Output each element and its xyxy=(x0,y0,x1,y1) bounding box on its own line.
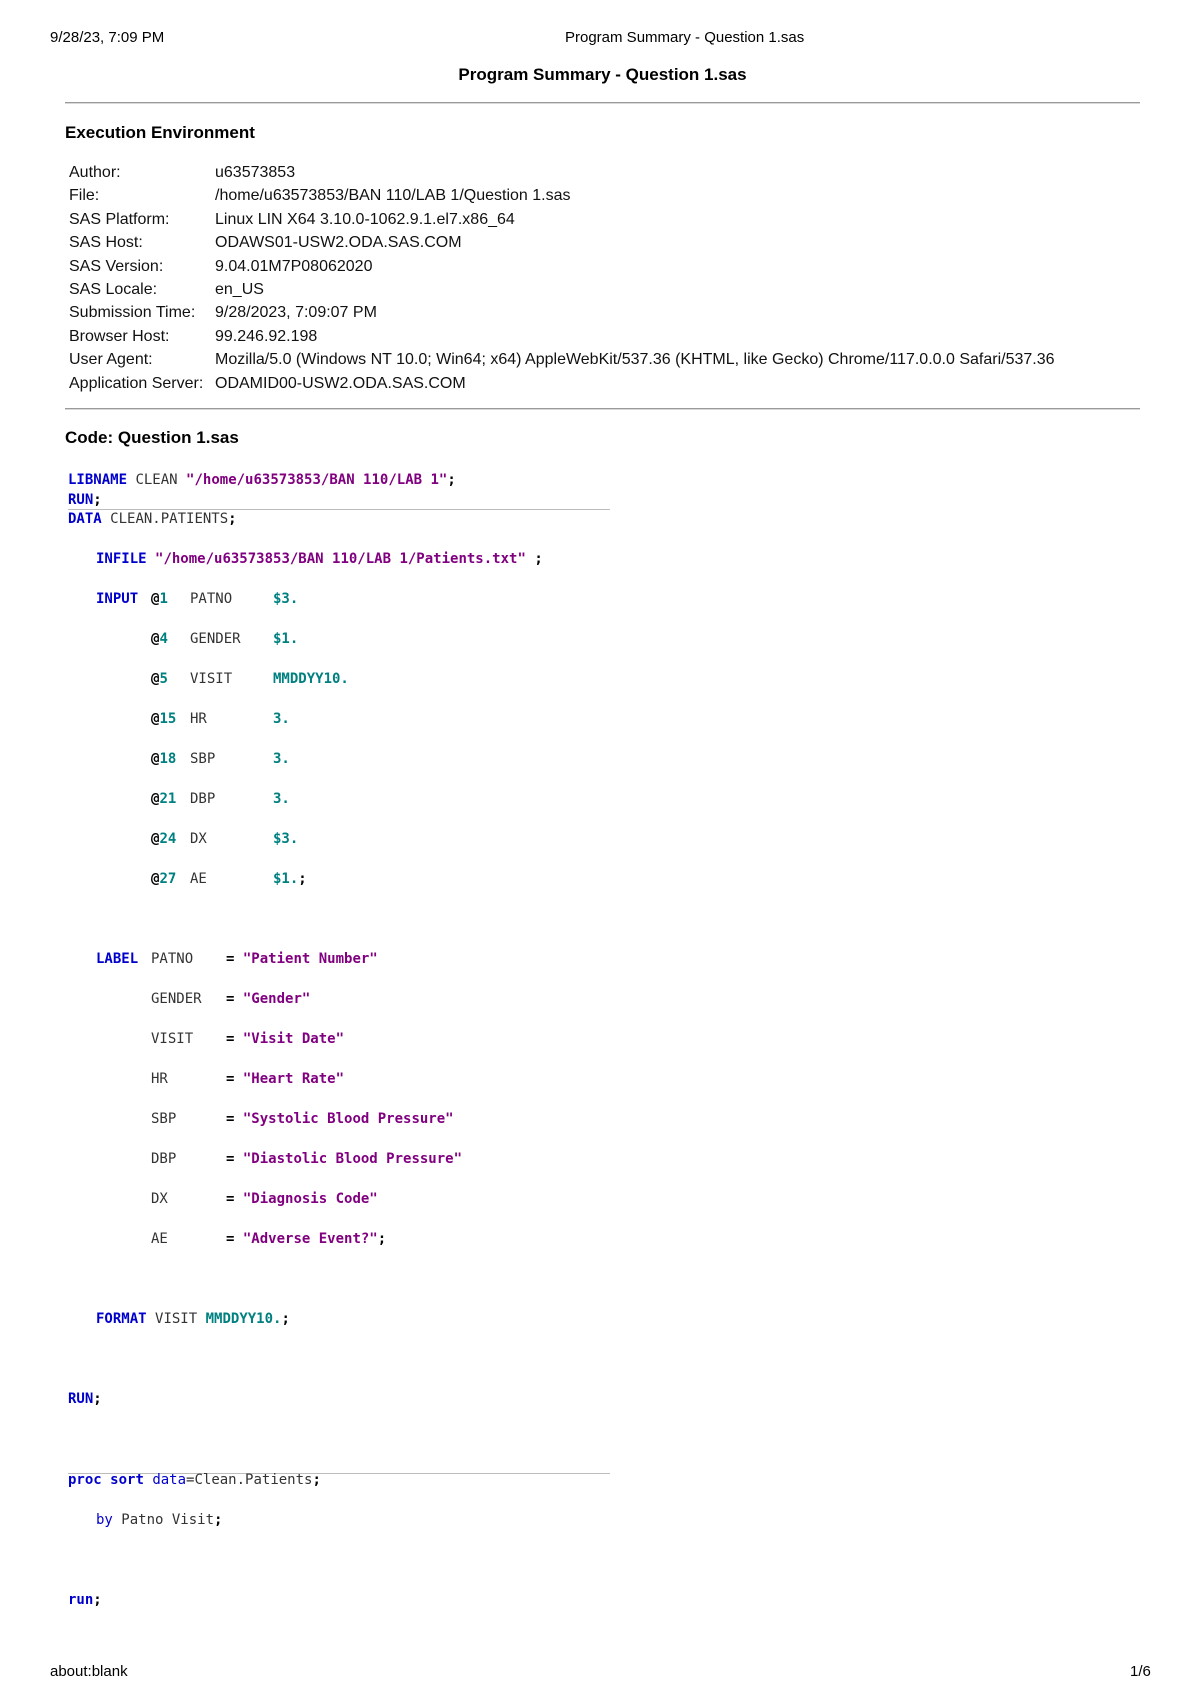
column-number: 21 xyxy=(159,791,177,807)
column-number: 18 xyxy=(159,751,177,767)
input-col xyxy=(151,789,176,809)
label-assign xyxy=(226,989,310,1009)
identifier: Clean.Patients xyxy=(194,1472,313,1488)
label-assign xyxy=(226,1229,386,1249)
env-value: Linux LIN X64 3.10.0-1062.9.1.el7.x86_64 xyxy=(215,210,515,228)
input-var: PATNO xyxy=(190,591,233,607)
env-row-app-server xyxy=(69,372,1055,395)
column-number: 1 xyxy=(159,591,168,607)
env-value: en_US xyxy=(215,281,264,299)
label-var: SBP xyxy=(151,1111,177,1127)
env-row-author xyxy=(69,161,1055,184)
print-footer-page: 1/6 xyxy=(1130,1663,1151,1680)
code-line-label-keyword xyxy=(96,949,138,969)
input-col xyxy=(151,629,168,649)
env-label: Application Server: xyxy=(69,374,204,392)
env-label: Browser Host: xyxy=(69,327,170,345)
label-assign xyxy=(226,1149,462,1169)
code-line-format xyxy=(96,1309,290,1329)
code-line-data xyxy=(68,509,237,529)
input-var: HR xyxy=(190,711,207,727)
env-row-platform xyxy=(69,208,1055,231)
at-sign: @ xyxy=(151,831,160,847)
input-format xyxy=(273,709,290,729)
input-format xyxy=(273,869,307,889)
env-row-browser-host xyxy=(69,325,1055,348)
env-row-version xyxy=(69,255,1055,278)
env-label: Submission Time: xyxy=(69,304,196,322)
keyword: RUN xyxy=(68,492,94,508)
identifier: CLEAN.PATIENTS xyxy=(110,511,229,527)
label-var: VISIT xyxy=(151,1031,194,1047)
label-assign xyxy=(226,1029,344,1049)
code-line-input-keyword xyxy=(96,589,138,609)
input-var: GENDER xyxy=(190,631,241,647)
label-var: GENDER xyxy=(151,991,202,1007)
input-format xyxy=(273,829,298,849)
punct: ; xyxy=(447,472,456,488)
env-value: 9.04.01M7P08062020 xyxy=(215,257,373,275)
punct: ; xyxy=(312,1472,321,1488)
format-spec: $3. xyxy=(273,831,299,847)
divider xyxy=(65,102,1140,104)
input-format xyxy=(273,589,298,609)
at-sign: @ xyxy=(151,791,160,807)
format-spec: $1. xyxy=(273,631,299,647)
column-number: 5 xyxy=(159,671,168,687)
print-footer-url: about:blank xyxy=(50,1663,128,1680)
identifier: VISIT xyxy=(155,1311,198,1327)
label-assign xyxy=(226,949,378,969)
punct: ; xyxy=(93,492,102,508)
input-col xyxy=(151,709,176,729)
format-spec: 3. xyxy=(273,711,290,727)
label-var: AE xyxy=(151,1231,168,1247)
identifier: CLEAN xyxy=(135,472,178,488)
label-var: DBP xyxy=(151,1151,177,1167)
env-row-user-agent xyxy=(69,348,1055,371)
environment-table xyxy=(69,161,1055,395)
env-label: SAS Platform: xyxy=(69,210,170,228)
keyword: RUN xyxy=(68,1391,94,1407)
column-number: 15 xyxy=(159,711,177,727)
format-spec: $1. xyxy=(273,871,299,887)
print-header-date: 9/28/23, 7:09 PM xyxy=(50,29,165,46)
identifier: Patno Visit xyxy=(121,1512,215,1528)
punct: ; xyxy=(214,1512,223,1528)
env-row-locale xyxy=(69,278,1055,301)
punct: ; xyxy=(281,1311,290,1327)
env-value: /home/u63573853/BAN 110/LAB 1/Question 1.sas xyxy=(215,187,571,205)
input-col xyxy=(151,669,168,689)
code-heading: Code: Question 1.sas xyxy=(65,428,239,447)
string-literal: "Visit Date" xyxy=(242,1031,345,1047)
punct: ; xyxy=(93,1592,102,1608)
input-col xyxy=(151,589,168,609)
print-header-title: Program Summary - Question 1.sas xyxy=(565,29,805,46)
code-line-run xyxy=(68,490,102,510)
label-assign xyxy=(226,1069,344,1089)
string-literal: "Diastolic Blood Pressure" xyxy=(242,1151,463,1167)
keyword: sort xyxy=(110,1472,144,1488)
env-value: Mozilla/5.0 (Windows NT 10.0; Win64; x64) AppleWebKit/537.36 (KHTML, like Gecko) Chrome/117.0.0.0 Safari/537.36 xyxy=(215,351,1055,369)
at-sign: @ xyxy=(151,671,160,687)
code-line-run xyxy=(68,1590,102,1610)
keyword: INPUT xyxy=(96,591,139,607)
column-number: 4 xyxy=(159,631,168,647)
input-var: AE xyxy=(190,871,207,887)
code-line-proc-sort xyxy=(68,1470,321,1490)
input-var: VISIT xyxy=(190,671,233,687)
execution-environment-heading: Execution Environment xyxy=(65,123,255,142)
input-var: DBP xyxy=(190,791,216,807)
keyword: by xyxy=(96,1512,113,1528)
env-value: 9/28/2023, 7:09:07 PM xyxy=(215,304,377,322)
input-format xyxy=(273,669,349,689)
at-sign: @ xyxy=(151,631,160,647)
code-line-run xyxy=(68,1389,102,1409)
env-label: SAS Locale: xyxy=(69,281,158,299)
divider xyxy=(65,408,1140,410)
input-format xyxy=(273,749,290,769)
env-label: SAS Host: xyxy=(69,234,143,252)
equals-sign: = xyxy=(186,1472,195,1488)
label-var: HR xyxy=(151,1071,168,1087)
option-keyword: data xyxy=(152,1472,187,1488)
string-literal: "Gender" xyxy=(242,991,311,1007)
punct: ; xyxy=(377,1231,387,1247)
equals-sign: = xyxy=(226,1151,235,1167)
input-col xyxy=(151,869,176,889)
input-format xyxy=(273,789,290,809)
keyword: INFILE xyxy=(96,551,147,567)
at-sign: @ xyxy=(151,751,160,767)
format-spec: MMDDYY10. xyxy=(205,1311,282,1327)
code-line-libname xyxy=(68,470,456,490)
column-number: 27 xyxy=(159,871,177,887)
label-assign xyxy=(226,1189,378,1209)
at-sign: @ xyxy=(151,871,160,887)
input-var: DX xyxy=(190,831,207,847)
string-literal: "Systolic Blood Pressure" xyxy=(242,1111,454,1127)
format-spec: $3. xyxy=(273,591,299,607)
input-col xyxy=(151,829,176,849)
string-literal: "/home/u63573853/BAN 110/LAB 1/Patients.txt" xyxy=(155,551,526,567)
punct: ; xyxy=(298,871,307,887)
keyword: LIBNAME xyxy=(68,472,128,488)
env-row-host xyxy=(69,231,1055,254)
env-value: 99.246.92.198 xyxy=(215,327,318,345)
keyword: DATA xyxy=(68,511,102,527)
at-sign: @ xyxy=(151,711,160,727)
label-var: DX xyxy=(151,1191,168,1207)
equals-sign: = xyxy=(226,951,235,967)
env-label: SAS Version: xyxy=(69,257,164,275)
keyword: proc xyxy=(68,1472,102,1488)
env-row-submission-time xyxy=(69,301,1055,324)
env-label: File: xyxy=(69,187,100,205)
string-literal: "/home/u63573853/BAN 110/LAB 1" xyxy=(186,472,448,488)
equals-sign: = xyxy=(226,1191,235,1207)
label-assign xyxy=(226,1109,454,1129)
equals-sign: = xyxy=(226,991,235,1007)
at-sign: @ xyxy=(151,591,160,607)
env-row-file xyxy=(69,184,1055,207)
document-title: Program Summary - Question 1.sas xyxy=(458,65,747,84)
equals-sign: = xyxy=(226,1071,235,1087)
format-spec: 3. xyxy=(273,751,290,767)
keyword: LABEL xyxy=(96,951,139,967)
equals-sign: = xyxy=(226,1111,235,1127)
equals-sign: = xyxy=(226,1231,235,1247)
input-var: SBP xyxy=(190,751,216,767)
code-line-infile xyxy=(96,549,543,569)
label-var: PATNO xyxy=(151,951,194,967)
keyword: run xyxy=(68,1592,94,1608)
format-spec: MMDDYY10. xyxy=(273,671,349,687)
env-label: User Agent: xyxy=(69,351,153,369)
input-col xyxy=(151,749,176,769)
env-value: ODAMID00-USW2.ODA.SAS.COM xyxy=(215,374,466,392)
string-literal: "Adverse Event?" xyxy=(242,1231,378,1247)
punct: ; xyxy=(534,551,543,567)
env-value: u63573853 xyxy=(215,164,296,181)
string-literal: "Patient Number" xyxy=(242,951,378,967)
column-number: 24 xyxy=(159,831,177,847)
string-literal: "Heart Rate" xyxy=(242,1071,345,1087)
punct: ; xyxy=(228,511,237,527)
punct: ; xyxy=(93,1391,102,1407)
input-format xyxy=(273,629,298,649)
env-value: ODAWS01-USW2.ODA.SAS.COM xyxy=(215,234,462,252)
env-label: Author: xyxy=(69,164,121,181)
string-literal: "Diagnosis Code" xyxy=(242,1191,378,1207)
equals-sign: = xyxy=(226,1031,235,1047)
code-line-by xyxy=(96,1510,222,1530)
format-spec: 3. xyxy=(273,791,290,807)
keyword: FORMAT xyxy=(96,1311,147,1327)
